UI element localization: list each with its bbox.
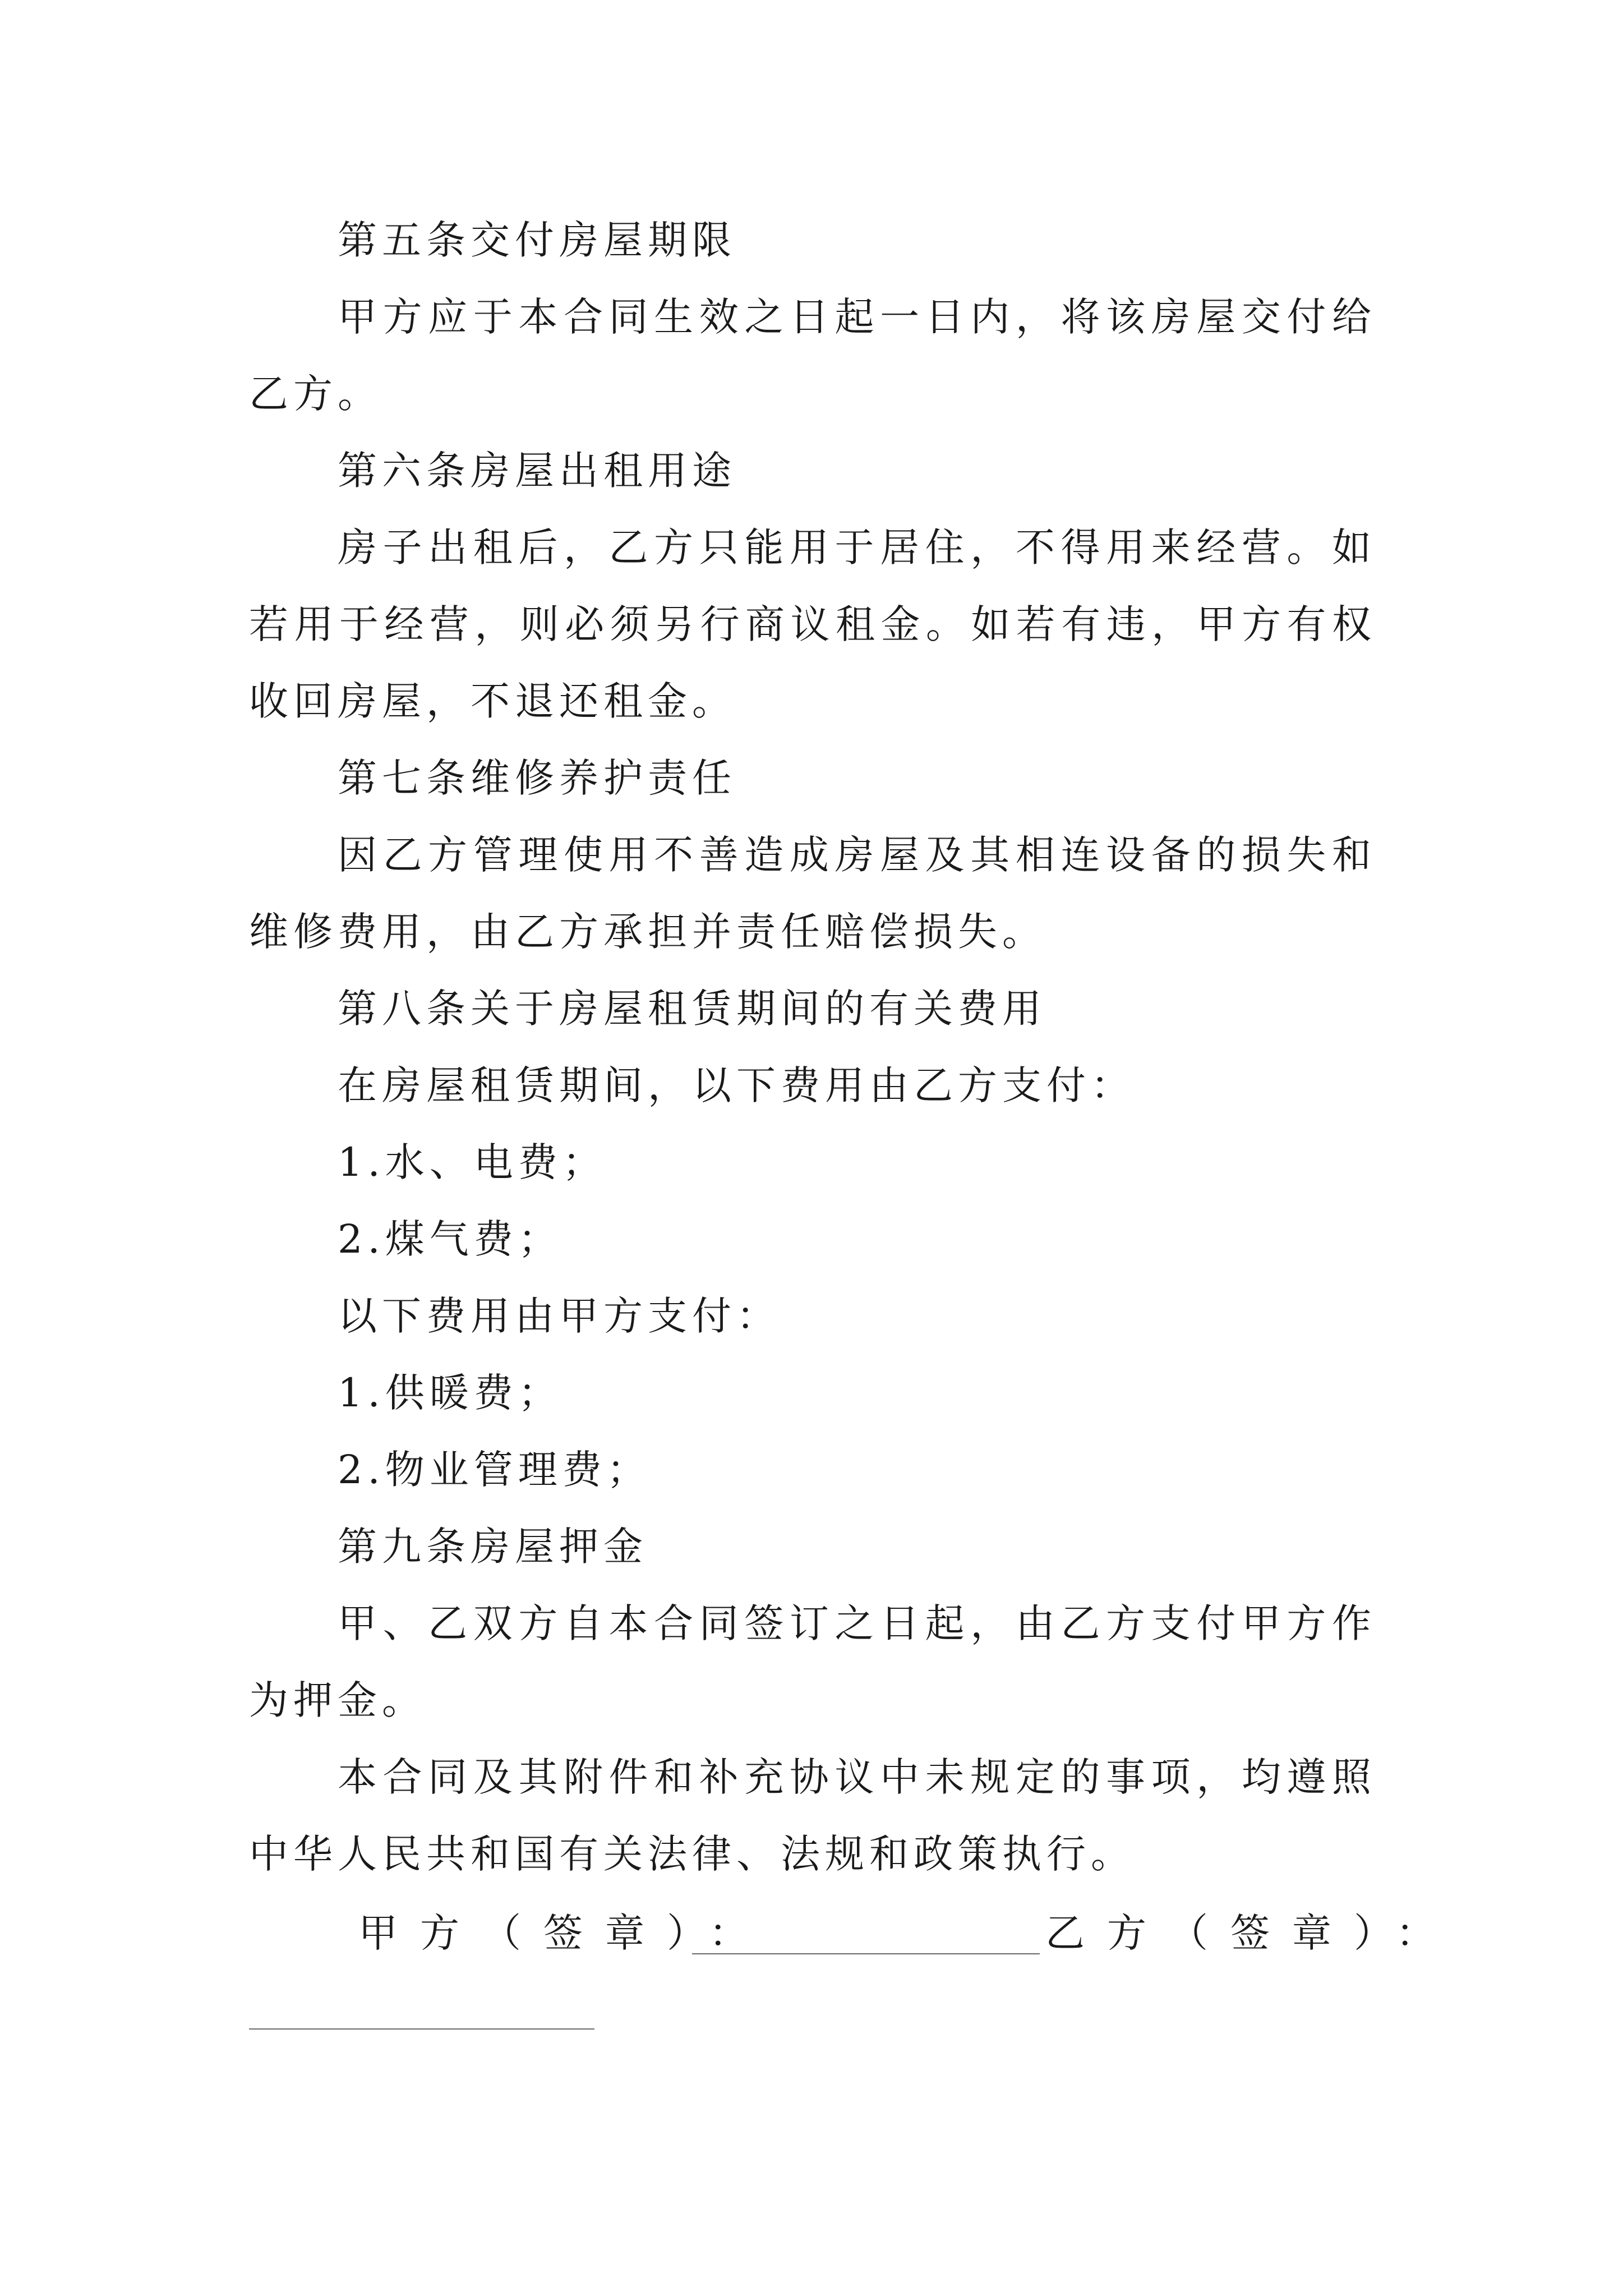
clause-8-item: 1.供暖费；	[338, 1370, 562, 1416]
document-body	[249, 202, 1458, 1972]
clause-8-item: 1.水、电费；	[338, 1139, 607, 1185]
party-a-signature-blank	[692, 1953, 1040, 1954]
clause-6-text: 房子出租后，乙方只能用于居住，不得用来经营。如若用于经营，则必须另行商议租金。如若有违，甲方有权收回房屋，不退还租金。	[249, 524, 1376, 724]
clause-5-text: 甲方应于本合同生效之日起一日内，将该房屋交付给乙方。	[249, 294, 1376, 417]
clause-8-subintro: 以下费用由甲方支付：	[338, 1293, 781, 1339]
clause-8-heading: 第八条关于房屋租赁期间的有关费用	[338, 986, 1046, 1032]
clause-9-text: 甲、乙双方自本合同签订之日起，由乙方支付甲方作为押金。	[249, 1600, 1376, 1723]
clause-8-item: 2.物业管理费；	[338, 1447, 651, 1493]
party-b-signature-label: 乙方（签章）：	[1045, 1910, 1458, 1956]
clause-8-item: 2.煤气费；	[338, 1216, 562, 1262]
party-a-signature-label: 甲方（签章）：	[358, 1910, 771, 1956]
clause-7-heading: 第七条维修养护责任	[338, 755, 736, 801]
clause-6-heading: 第六条房屋出租用途	[338, 448, 736, 494]
clause-5-heading: 第五条交付房屋期限	[338, 217, 736, 263]
signature-block	[249, 1895, 1458, 1972]
party-b-signature-blank	[249, 2028, 594, 2030]
clause-8-intro: 在房屋租赁期间，以下费用由乙方支付：	[338, 1062, 1135, 1108]
clause-7-text: 因乙方管理使用不善造成房屋及其相连设备的损失和维修费用，由乙方承担并责任赔偿损失。	[249, 832, 1376, 955]
closing-clause: 本合同及其附件和补充协议中未规定的事项，均遵照中华人民共和国有关法律、法规和政策执行。	[249, 1754, 1376, 1877]
clause-9-heading: 第九条房屋押金	[338, 1524, 648, 1570]
